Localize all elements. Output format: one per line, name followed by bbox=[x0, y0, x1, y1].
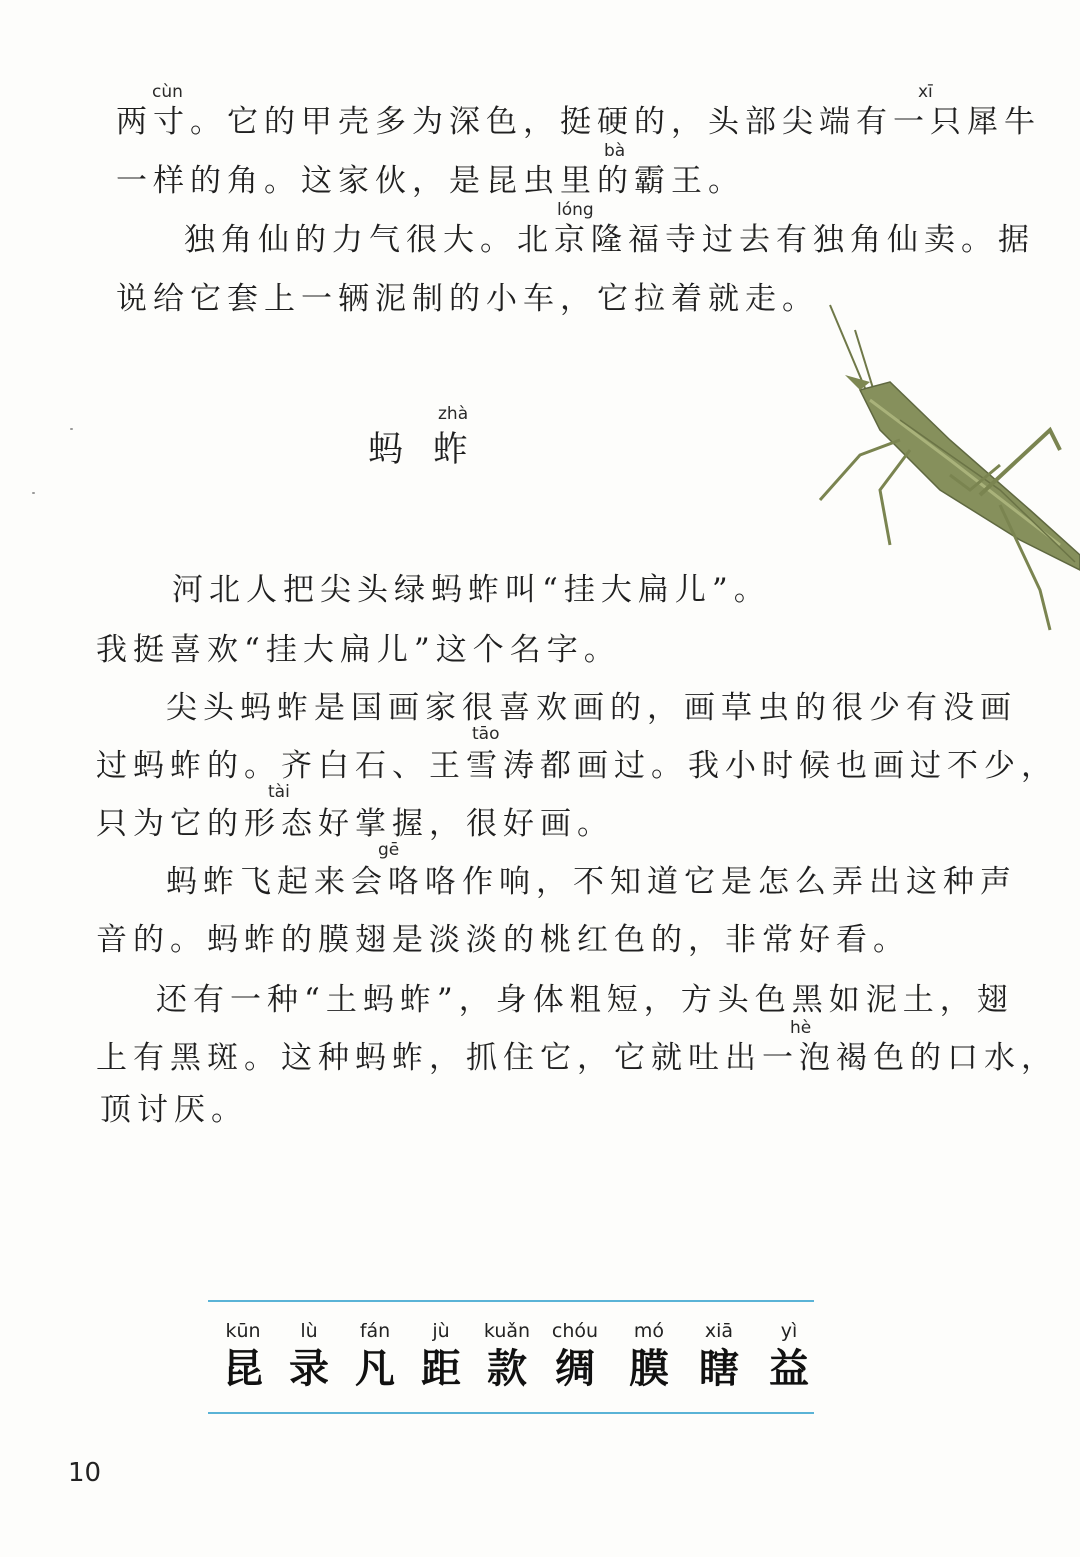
paragraph-line: 独角仙的力气很大。北京隆福寺过去有独角仙卖。据 bbox=[184, 222, 1035, 258]
page-number: 10 bbox=[68, 1458, 102, 1488]
print-speck bbox=[70, 428, 73, 430]
vocab-pinyin: xiā bbox=[704, 1320, 734, 1342]
vocab-item bbox=[542, 1318, 608, 1394]
pinyin-ge: gē bbox=[378, 840, 400, 860]
vocab-item bbox=[276, 1318, 342, 1394]
vocab-item bbox=[474, 1318, 540, 1394]
paragraph-line: 只为它的形态好掌握，很好画。 bbox=[96, 806, 614, 842]
vocab-pinyin: kūn bbox=[225, 1320, 261, 1342]
paragraph-line: 两寸。它的甲壳多为深色，挺硬的，头部尖端有一只犀牛 bbox=[116, 104, 1041, 140]
vocab-item bbox=[686, 1318, 752, 1394]
paragraph-line: 音的。蚂蚱的膜翅是淡淡的桃红色的，非常好看。 bbox=[96, 922, 910, 958]
vocab-pinyin: lù bbox=[300, 1320, 318, 1342]
paragraph-line: 上有黑斑。这种蚂蚱，抓住它，它就吐出一泡褐色的口水， bbox=[96, 1040, 1058, 1076]
vocab-item bbox=[616, 1318, 682, 1394]
paragraph-line: 蚂蚱飞起来会咯咯作响，不知道它是怎么弄出这种声 bbox=[166, 864, 1017, 900]
paragraph-line: 我挺喜欢“挂大扁儿”这个名字。 bbox=[96, 632, 621, 668]
print-speck bbox=[32, 492, 35, 494]
paragraph-line: 顶讨厌。 bbox=[100, 1092, 248, 1128]
vocab-character: 昆 bbox=[223, 1345, 263, 1392]
vocab-item bbox=[210, 1318, 276, 1394]
vocab-character: 绸 bbox=[555, 1345, 595, 1392]
paragraph-line: 尖头蚂蚱是国画家很喜欢画的，画草虫的很少有没画 bbox=[166, 690, 1017, 726]
pinyin-ba: bà bbox=[604, 141, 626, 161]
vocab-item bbox=[342, 1318, 408, 1394]
vocab-pinyin: jù bbox=[432, 1320, 450, 1342]
pinyin-zha: zhà bbox=[438, 404, 469, 424]
vocab-pinyin: chóu bbox=[551, 1320, 599, 1342]
vocab-item bbox=[408, 1318, 474, 1394]
vocab-character: 录 bbox=[289, 1345, 329, 1392]
grasshopper-illustration bbox=[800, 290, 1080, 640]
paragraph-line: 过蚂蚱的。齐白石、王雪涛都画过。我小时候也画过不少， bbox=[96, 748, 1058, 784]
vocab-pinyin: fán bbox=[359, 1320, 391, 1342]
vocab-character: 益 bbox=[769, 1345, 809, 1392]
pinyin-cun: cùn bbox=[152, 82, 183, 102]
pinyin-he: hè bbox=[790, 1018, 812, 1038]
vocab-pinyin: yì bbox=[780, 1320, 798, 1342]
paragraph-line: 还有一种“土蚂蚱”，身体粗短，方头色黑如泥土，翅 bbox=[156, 982, 1014, 1018]
pinyin-xi: xī bbox=[918, 82, 933, 102]
paragraph-line: 一样的角。这家伙，是昆虫里的霸王。 bbox=[116, 163, 745, 199]
vocab-character: 款 bbox=[487, 1345, 527, 1392]
vocab-item bbox=[756, 1318, 822, 1394]
section-title: 蚂蚱 bbox=[368, 430, 499, 470]
vocab-pinyin: mó bbox=[633, 1320, 665, 1342]
vocab-character: 瞎 bbox=[699, 1345, 739, 1392]
vocab-character: 距 bbox=[421, 1345, 461, 1392]
pinyin-tai: tài bbox=[268, 782, 290, 802]
vocab-pinyin: kuǎn bbox=[483, 1320, 531, 1342]
paragraph-line: 说给它套上一辆泥制的小车，它拉着就走。 bbox=[116, 281, 819, 317]
vocab-character: 凡 bbox=[355, 1345, 395, 1392]
vocab-character: 膜 bbox=[629, 1345, 669, 1392]
pinyin-tao: tāo bbox=[472, 724, 500, 744]
paragraph-line: 河北人把尖头绿蚂蚱叫“挂大扁儿”。 bbox=[172, 572, 771, 608]
pinyin-long: lóng bbox=[557, 200, 594, 220]
vocabulary-box bbox=[208, 1300, 814, 1414]
